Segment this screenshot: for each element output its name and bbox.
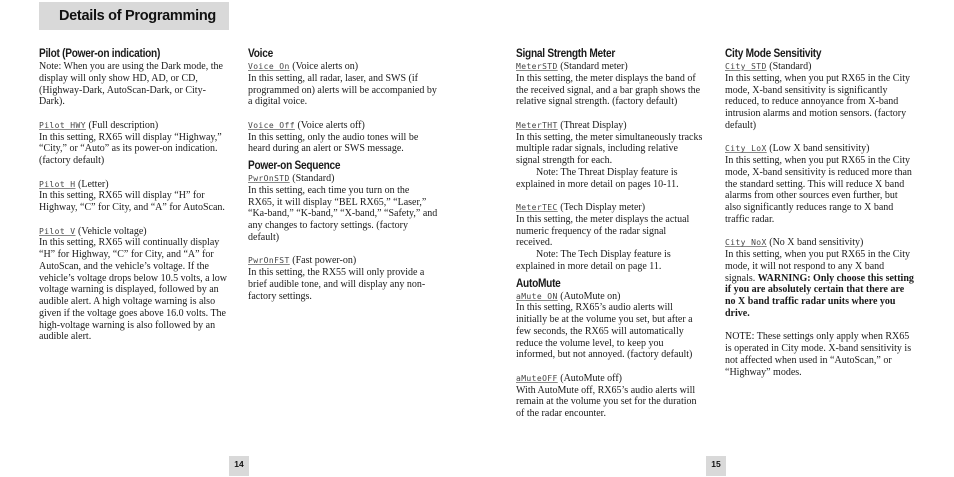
meter-tht-note: Note: The Threat Display feature is explained in more detail on pages 10-11. [516,166,679,190]
voice-on-text: In this setting, all radar, laser, and SWS (if programmed on) alerts will be accompanied by a digital voice. [248,72,437,108]
meter-tec-label: (Tech Display meter) [560,202,646,213]
city-nox-code: City NoX [725,238,767,248]
pilot-h-entry [39,179,229,191]
pilot-h-text: In this setting, RX65 will display “H” for Highway, “C” for City, and “A” for AutoScan. [39,190,225,213]
meter-tht-text: In this setting, the meter simultaneously tracks multiple radar signals, including relative signal strength for each. [516,131,703,166]
meter-tec-text: In this setting, the meter displays the actual numeric frequency of the radar signal received. [516,213,690,249]
meter-heading: Signal Strength Meter [516,48,616,60]
pilot-v-text: In this setting, RX65 will continually display “H” for Highway, “C” for City, and “A” for AutoScan, and the vehicle’s voltage. If the vehicle’s voltage drops below 10.5 volts, a low voltage warning is displayed, followed by an audible alert. A high voltage warning is also given if the voltage goes above 16.0 volts. The high-voltage warning is also followed by an audible alert. [39,237,228,343]
city-nox-paragraph [725,249,915,320]
city-lox-code: City LoX [725,144,767,154]
meter-std-code: MeterSTD [516,62,558,71]
city-std-entry [725,61,915,73]
voice-off-text: In this setting, only the audio tones will be heard during an alert or SWS message. [248,131,419,155]
meter-std-text: In this setting, the meter displays the band of the received signal, and a bar graph shows the relative signal strength. (factory default) [516,72,701,108]
power-std-entry [248,173,438,185]
meter-std-entry [516,61,704,73]
meter-tec-note: Note: The Tech Display feature is explained in more detail on page 11. [516,249,671,272]
pilot-note: Note: When you are using the Dark mode, the display will only show HD, AD, or CD, (Highway-Dark, AutoScan-Dark, or City-Dark). [39,61,223,108]
section-header: Details of Programming [39,2,229,30]
page-number-left: 14 [229,456,249,476]
automute-heading: AutoMute [516,277,561,290]
pilot-hwy-entry [39,120,229,132]
column-meter [516,48,704,420]
voice-heading: Voice [248,48,273,60]
power-fst-code: PwrOnFST [248,256,290,266]
column-voice [248,48,438,302]
city-nox-label: (No X band sensitivity) [769,237,864,249]
automute-on-label: (AutoMute on) [560,290,621,302]
meter-tht-entry [516,120,704,132]
pilot-v-entry [39,226,229,238]
city-footnote: NOTE: These settings only apply when RX65 is operated in City mode. X-band sensitivity is not affected when used in “AutoScan,” or “Highway” modes. [725,331,912,378]
meter-std-label: (Standard meter) [560,61,628,72]
voice-off-label: (Voice alerts off) [297,119,365,131]
power-on-heading: Power-on Sequence [248,160,341,172]
city-nox-text: In this setting, when you put RX65 in the City mode, it will not respond to any X band signals. [725,249,910,284]
power-fst-text: In this setting, the RX55 will only provide a brief audible tone, and will display any non-factory settings. [248,267,426,302]
city-heading: City Mode Sensitivity [725,48,822,60]
column-city [725,48,915,378]
power-std-text: In this setting, each time you turn on the RX65, it will display “BEL RX65,” “Laser,” “Ka-band,” “K-band,” “X-band,” “Safety,” and any changes to factory settings. (factory default) [248,184,438,243]
pilot-hwy-label: (Full description) [88,119,159,131]
pilot-heading: Pilot (Power-on indication) [39,48,161,60]
power-fst-label: (Fast power-on) [292,255,357,267]
pilot-h-label: (Letter) [78,178,109,190]
automute-off-text: With AutoMute off, RX65’s audio alerts will remain at the volume you set for the duration of the radar encounter. [516,384,697,419]
pilot-hwy-text: In this setting, RX65 will display “Highway,” “City,” or “Auto” as its power-on indication. (factory default) [39,131,222,166]
voice-on-code: Voice On [248,62,290,71]
voice-on-label: (Voice alerts on) [292,61,359,72]
pilot-v-code: Pilot V [39,226,76,236]
pilot-v-label: (Vehicle voltage) [78,225,147,237]
power-std-label: (Standard) [292,173,335,184]
city-nox-entry [725,237,915,249]
automute-off-entry [516,373,704,385]
power-std-code: PwrOnSTD [248,174,290,183]
automute-on-entry [516,291,704,303]
automute-off-code: aMuteOFF [516,373,558,383]
automute-on-text: In this setting, RX65’s audio alerts will initially be at the volume you set, but after a few seconds, the RX65 will automatically reduce the volume level, to keep you informed, but not annoyed. (factory default) [516,302,693,361]
city-std-label: (Standard) [769,61,812,72]
column-pilot [39,48,229,343]
voice-on-entry [248,61,438,73]
meter-tht-code: MeterTHT [516,120,558,130]
pilot-hwy-code: Pilot HWY [39,120,86,130]
voice-off-code: Voice Off [248,120,295,130]
city-std-text: In this setting, when you put RX65 in the City mode, X-band sensitivity is significantly reduced, to reduce annoyance from X-band intrusion alarms and motion sensors. (factory default) [725,72,910,131]
power-fst-entry [248,255,438,267]
city-std-code: City STD [725,62,767,71]
automute-off-label: (AutoMute off) [560,372,622,384]
meter-tec-entry [516,202,704,214]
page-number-right: 15 [706,456,726,476]
automute-on-code: aMute ON [516,291,558,301]
city-lox-text: In this setting, when you put RX65 in the City mode, X-band sensitivity is reduced more than the standard setting. This will reduce X band alarms from other sources even further, but also significantly reduces range to X band traffic radar. [725,155,912,225]
voice-off-entry [248,120,438,132]
city-lox-label: (Low X band sensitivity) [769,143,870,155]
meter-tec-code: MeterTEC [516,203,558,212]
city-nox-warning: WARNING: Only choose this setting if you are absolutely certain that there are no X band traffic radar units where you drive. [725,272,914,319]
meter-tht-label: (Threat Display) [560,119,627,131]
pilot-h-code: Pilot H [39,179,76,189]
city-lox-entry [725,143,915,155]
